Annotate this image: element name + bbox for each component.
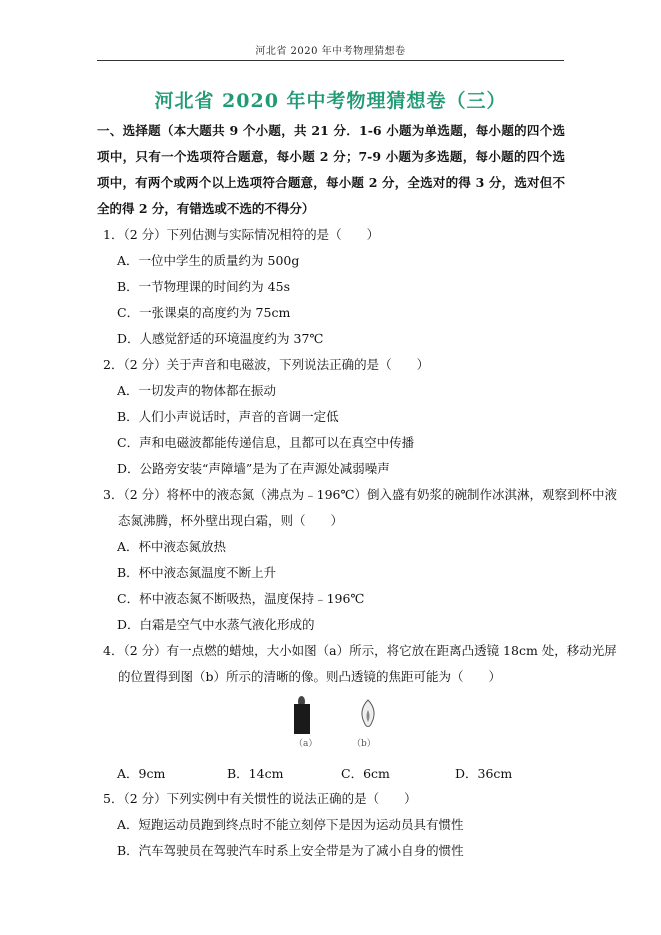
section-instructions: 一、选择题（本大题共 9 个小题，共 21 分．1-6 小题为单选题，每小题的四个选项中，只有一个选项符合题意，每小题 2 分；7-9 小题为多选题，每小题的四个选项中，有两个或两个以上选项符合题意，每小题 2 分，全选对的得 3 分，选对但不全的得 2 分，有错选或不选的不得分） bbox=[97, 123, 565, 216]
page-header: 河北省 2020 年中考物理猜想卷 bbox=[255, 46, 406, 57]
question-4-option-c: C．6cm bbox=[341, 766, 390, 781]
figure-label-a: （a） bbox=[294, 739, 318, 749]
question-3-stem-line-1: 3．（2 分）将杯中的液态氮（沸点为﹣196℃）倒入盛有奶浆的碗制作冰淇淋，观察到杯中液 bbox=[103, 487, 617, 502]
figure-label-b: （b） bbox=[352, 739, 376, 749]
question-2-option-a: A．一切发声的物体都在振动 bbox=[117, 383, 277, 398]
header-rule bbox=[97, 60, 564, 61]
question-1-option-a: A．一位中学生的质量约为 500g bbox=[117, 253, 300, 268]
candle-image-icon bbox=[358, 698, 378, 732]
question-1-stem: 1．（2 分）下列估测与实际情况相符的是（ ） bbox=[103, 227, 380, 242]
question-2-stem: 2．（2 分）关于声音和电磁波，下列说法正确的是（ ） bbox=[103, 357, 430, 372]
question-1-option-c: C．一张课桌的高度约为 75cm bbox=[117, 305, 291, 320]
question-4-option-a: A．9cm bbox=[117, 766, 166, 781]
question-2-option-c: C．声和电磁波都能传递信息，且都可以在真空中传播 bbox=[117, 435, 415, 450]
question-5-stem: 5．（2 分）下列实例中有关惯性的说法正确的是（ ） bbox=[103, 791, 417, 806]
question-3-option-c: C．杯中液态氮不断吸热，温度保持﹣196℃ bbox=[117, 591, 365, 606]
page-title: 河北省 2020 年中考物理猜想卷（三） bbox=[154, 90, 507, 112]
candle-icon bbox=[294, 704, 310, 734]
question-3-option-d: D．白霜是空气中水蒸气液化形成的 bbox=[117, 617, 315, 632]
question-4-stem-line-1: 4．（2 分）有一点燃的蜡烛，大小如图（a）所示，将它放在距离凸透镜 18cm 处，移动光屏 bbox=[103, 643, 617, 658]
question-2-option-d: D．公路旁安装“声障墙”是为了在声源处减弱噪声 bbox=[117, 461, 390, 476]
question-5-option-a: A．短跑运动员跑到终点时不能立刻停下是因为运动员具有惯性 bbox=[117, 817, 464, 832]
question-5-option-b: B．汽车驾驶员在驾驶汽车时系上安全带是为了减小自身的惯性 bbox=[117, 843, 464, 858]
question-2-option-b: B．人们小声说话时，声音的音调一定低 bbox=[117, 409, 339, 424]
question-4-stem-line-2: 的位置得到图（b）所示的清晰的像。则凸透镜的焦距可能为（ ） bbox=[118, 669, 502, 684]
question-3-stem-line-2: 态氮沸腾，杯外壁出现白霜，则（ ） bbox=[118, 513, 344, 528]
question-1-option-d: D．人感觉舒适的环境温度约为 37℃ bbox=[117, 331, 324, 346]
candle-figure bbox=[288, 696, 388, 756]
question-1-option-b: B．一节物理课的时间约为 45s bbox=[117, 279, 290, 294]
question-3-option-b: B．杯中液态氮温度不断上升 bbox=[117, 565, 277, 580]
question-4-option-d: D．36cm bbox=[455, 766, 513, 781]
question-3-option-a: A．杯中液态氮放热 bbox=[117, 539, 227, 554]
question-4-option-b: B．14cm bbox=[227, 766, 284, 781]
